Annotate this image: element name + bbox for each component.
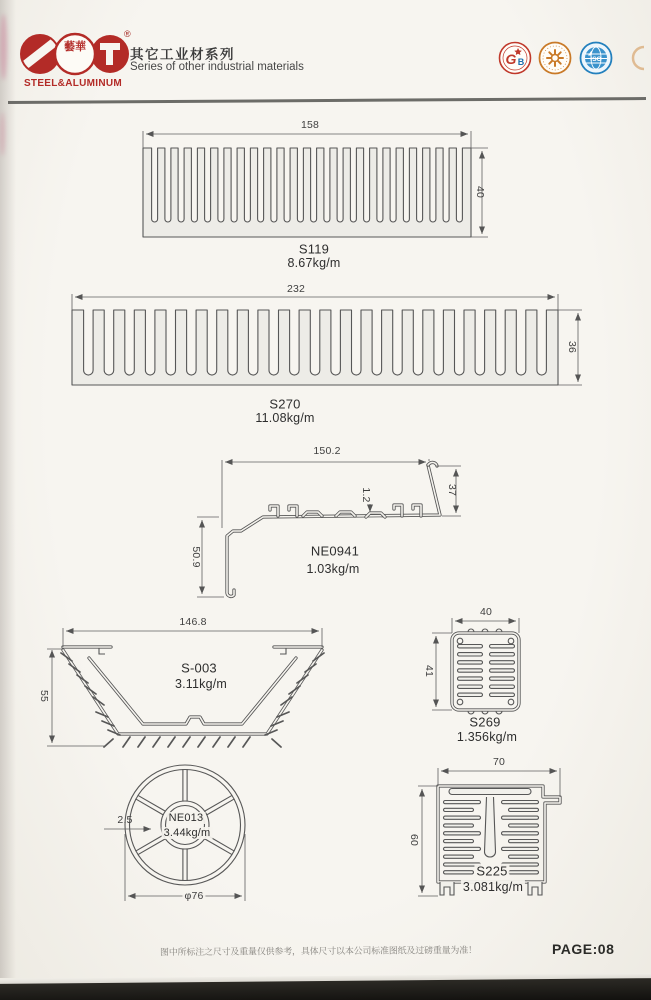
s119-weight: 8.67kg/m	[287, 256, 341, 270]
s270-weight: 11.08kg/m	[255, 411, 315, 425]
ne0941-width-dim: 150.2	[313, 445, 341, 457]
ne0941-code: NE0941	[310, 543, 360, 559]
s225-weight: 3.081kg/m	[462, 880, 524, 894]
s269-code: S269	[469, 714, 501, 730]
ne0941-right-dim: 37	[446, 483, 458, 497]
s119-code: S119	[298, 241, 330, 257]
s119-width-dim: 158	[300, 119, 320, 131]
rosette-badge-icon	[540, 43, 571, 74]
s269-weight: 1.356kg/m	[456, 730, 518, 744]
s225-width-dim: 70	[492, 756, 506, 768]
ne0941-drawing	[197, 459, 461, 597]
s003-weight: 3.11kg/m	[174, 677, 228, 691]
ne013-wall-dim: 2.5	[117, 814, 133, 826]
s225-height-dim: 60	[408, 833, 420, 847]
ne013-diameter-dim: φ76	[184, 890, 204, 902]
brand-name: STEEL&ALUMINUM	[23, 78, 123, 89]
s270-drawing	[72, 294, 582, 385]
page-edge-tint	[0, 14, 7, 80]
ne0941-web-dim: 1.2	[360, 487, 372, 503]
s003-code: S-003	[181, 660, 217, 676]
s119-height-dim: 40	[474, 185, 486, 199]
logo-center-circle-icon	[55, 34, 95, 74]
footer-disclaimer: 图中所标注之尺寸及重量仅供参考，具体尺寸以本公司标准图纸及过磅重量为准！	[159, 944, 477, 958]
ne0941-left-dim: 50.9	[190, 546, 202, 568]
ne013-code: NE013	[168, 812, 204, 824]
certification-badges	[498, 40, 650, 78]
svg-text:B: B	[517, 57, 525, 67]
partial-badge-icon	[633, 47, 644, 69]
s269-width-dim: 40	[479, 606, 493, 618]
logo-cn-char: 藝華	[64, 41, 86, 53]
page-number: PAGE:08	[552, 941, 615, 957]
iso-badge-icon	[581, 43, 612, 74]
registered-trademark: ®	[124, 29, 131, 39]
series-title-en: Series of other industrial materials	[130, 61, 304, 73]
s270-code: S270	[269, 396, 301, 412]
s270-height-dim: 36	[566, 340, 578, 354]
s119-drawing	[143, 131, 488, 237]
svg-text:G: G	[505, 51, 517, 67]
ne0941-weight: 1.03kg/m	[306, 562, 360, 576]
s269-height-dim: 41	[423, 664, 435, 678]
s003-width-dim: 146.8	[179, 616, 207, 628]
s225-code: S225	[476, 863, 508, 879]
svg-text:ISO: ISO	[590, 56, 602, 63]
s269-drawing	[432, 618, 519, 714]
page-edge-tint	[0, 112, 5, 156]
s270-width-dim: 232	[286, 283, 306, 295]
ne013-weight: 3.44kg/m	[163, 827, 211, 839]
s003-height-dim: 55	[38, 689, 50, 703]
series-title-cn: 其它工业材系列	[130, 47, 235, 62]
company-logo	[16, 26, 136, 82]
gb-badge-icon	[500, 43, 531, 74]
